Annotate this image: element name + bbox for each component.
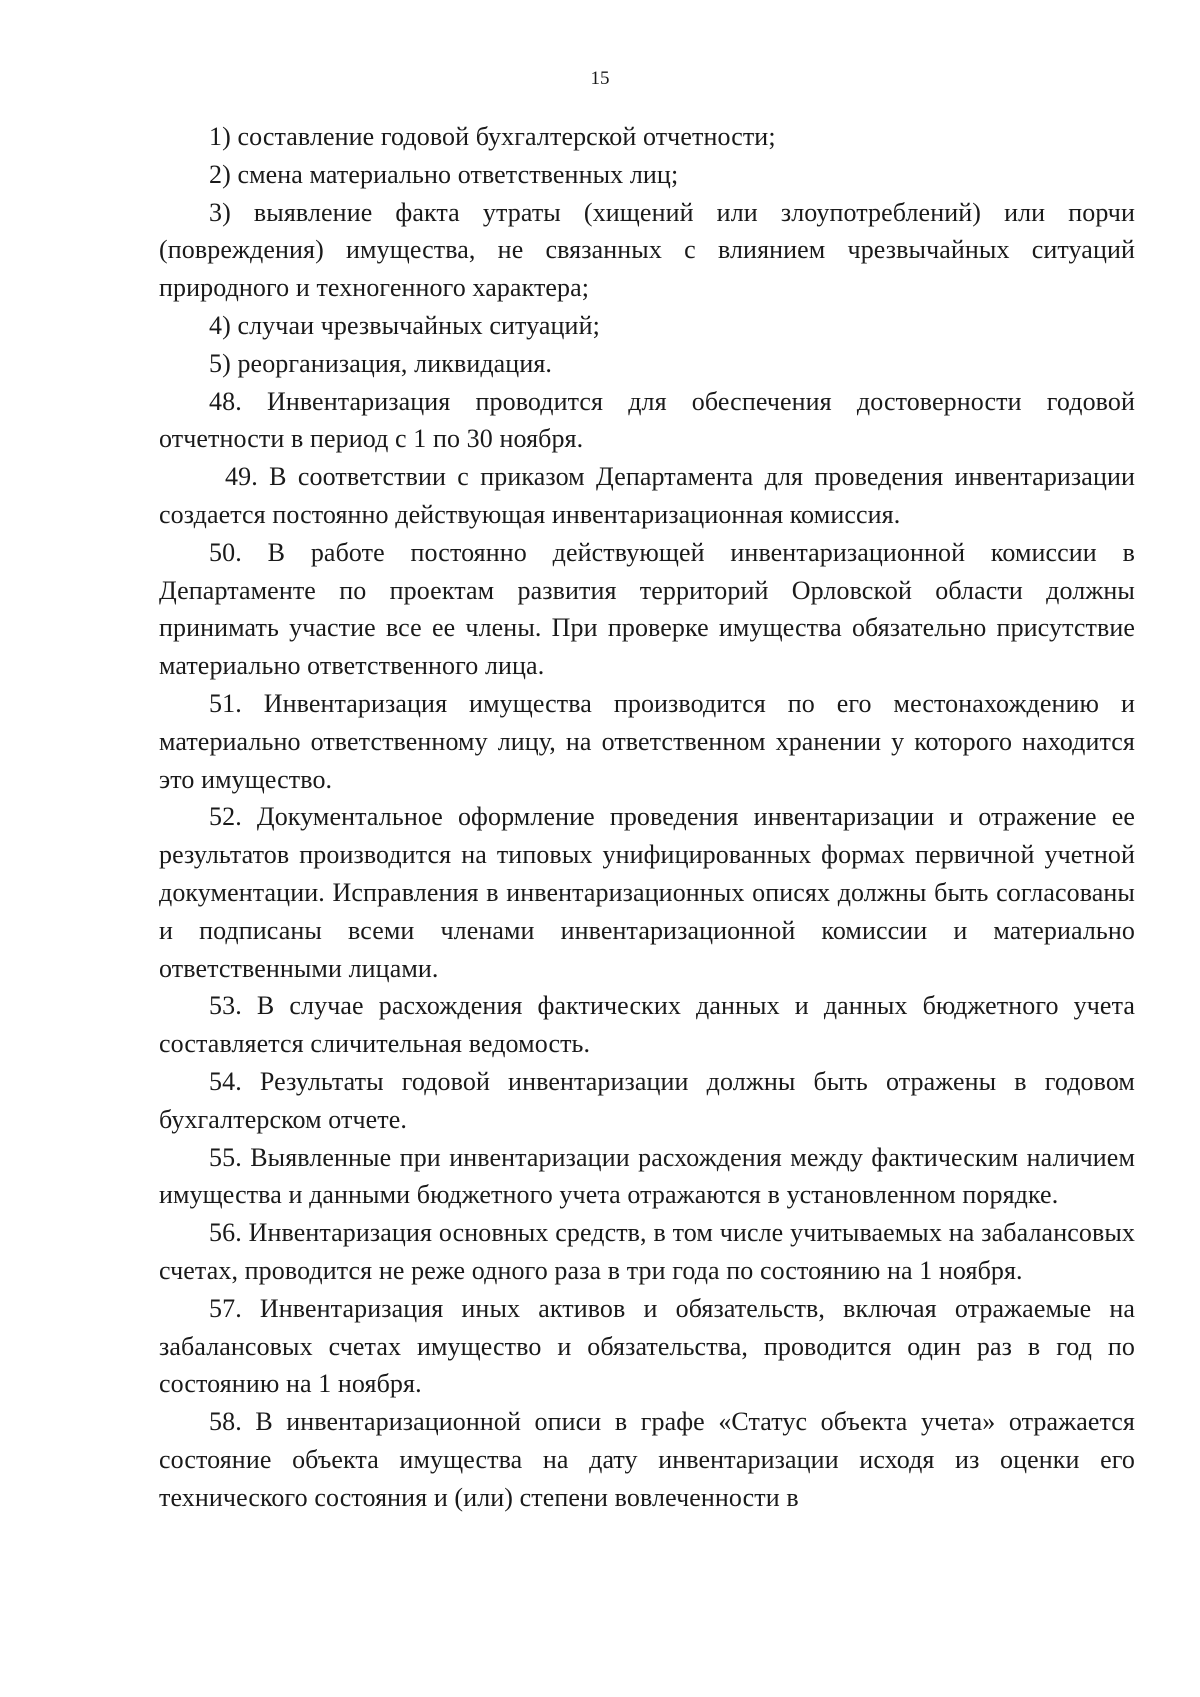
clause-58: 58. В инвентаризационной описи в графе «Статус объекта учета» отражается состояние объекта имущества на дату инвентаризации исходя из оценки его технического состояния и (или) степени вовлеченности в xyxy=(159,1407,1135,1512)
list-item-1: 1) составление годовой бухгалтерской отчетности; xyxy=(209,122,776,151)
clause-49: 49. В соответствии с приказом Департамента для проведения инвентаризации создается постоянно действующая инвентаризационная комиссия. xyxy=(159,462,1135,529)
list-item-2: 2) смена материально ответственных лиц; xyxy=(209,159,679,189)
document-body xyxy=(159,118,1135,1516)
clause-53: 53. В случае расхождения фактических данных и данных бюджетного учета составляется сличительная ведомость. xyxy=(159,991,1135,1059)
clause-50: 50. В работе постоянно действующей инвентаризационной комиссии в Департаменте по проектам развития территорий Орловской области должны принимать участие все ее члены. При проверке имущества обязательно присутствие материально ответственного лица. xyxy=(159,537,1135,681)
clause-56: 56. Инвентаризация основных средств, в том числе учитываемых на забалансовых счетах, проводится не реже одного раза в три года по состоянию на 1 ноября. xyxy=(159,1218,1135,1285)
list-item-5: 5) реорганизация, ликвидация. xyxy=(209,348,552,378)
clause-55: 55. Выявленные при инвентаризации расхождения между фактическим наличием имущества и данными бюджетного учета отражаются в установленном порядке. xyxy=(159,1142,1135,1210)
list-item-3: 3) выявление факта утраты (хищений или злоупотреблений) или порчи (повреждения) имущества, не связанных с влиянием чрезвычайных ситуаций природного и техногенного характера; xyxy=(159,197,1135,303)
clause-51: 51. Инвентаризация имущества производится по его местонахождению и материально ответственному лицу, на ответственном хранении у которого находится это имущество. xyxy=(159,688,1135,794)
page-number: 15 xyxy=(590,68,610,89)
clause-52: 52. Документальное оформление проведения инвентаризации и отражение ее результатов производится на типовых унифицированных формах первичной учетной документации. Исправления в инвентаризационных описях должны быть согласованы и подписаны всеми членами инвентаризационной комиссии и материально ответственными лицами. xyxy=(159,802,1135,983)
clause-57: 57. Инвентаризация иных активов и обязательств, включая отражаемые на забалансовых счетах имущество и обязательства, проводится один раз в год по состоянию на 1 ноября. xyxy=(159,1293,1135,1399)
list-item-4: 4) случаи чрезвычайных ситуаций; xyxy=(209,310,600,340)
clause-54: 54. Результаты годовой инвентаризации должны быть отражены в годовом бухгалтерском отчете. xyxy=(159,1066,1135,1134)
clause-48: 48. Инвентаризация проводится для обеспечения достоверности годовой отчетности в период с 1 по 30 ноября. xyxy=(159,386,1135,454)
